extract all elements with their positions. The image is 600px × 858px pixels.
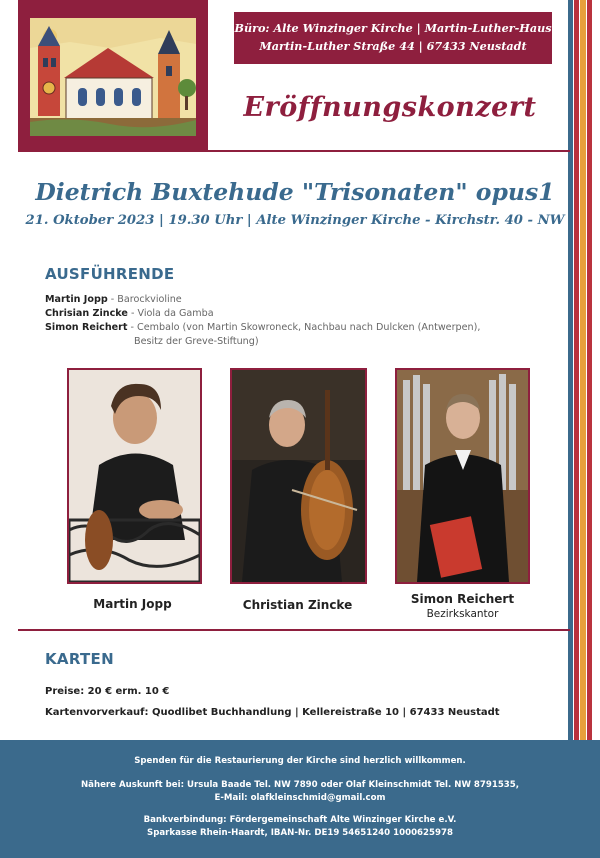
concert-title: Dietrich Buxtehude "Trisonaten" opus1 <box>35 178 555 206</box>
divider-top <box>18 150 570 152</box>
photo-caption-simon-reichert: Simon Reichert <box>410 592 515 606</box>
performer-role: - Cembalo (von Martin Skowroneck, Nachbau nach Dulcken (Antwerpen), <box>127 322 481 333</box>
ticket-prices: Preise: 20 € erm. 10 € <box>45 686 170 697</box>
ribbon-stripe-red <box>574 0 579 748</box>
church-painting <box>30 18 196 136</box>
performers-heading: AUSFÜHRENDE <box>45 265 175 283</box>
photo-christian-zincke <box>230 368 367 584</box>
concert-details: 21. Oktober 2023 | 19.30 Uhr | Alte Winzinger Kirche - Kirchstr. 40 - NW <box>25 213 565 228</box>
performer-item <box>45 293 545 307</box>
photo-caption-christian-zincke: Christian Zincke <box>242 598 353 612</box>
footer-bank-2: Sparkasse Rhein-Haardt, IBAN-Nr. DE19 54651240 1000625978 <box>147 828 453 838</box>
office-line-2: Martin-Luther Straße 44 | 67433 Neustadt <box>259 39 527 53</box>
performer-name: Chrisian Zincke <box>45 308 128 319</box>
office-address-box <box>234 12 552 64</box>
divider-middle <box>18 629 570 631</box>
church-painting-frame <box>18 0 208 150</box>
performer-role-continued: Besitz der Greve-Stiftung) <box>134 336 259 347</box>
footer-contact-2: E-Mail: olafkleinschmid@gmail.com <box>214 793 386 803</box>
footer-info <box>0 740 600 858</box>
footer-donation: Spenden für die Restaurierung der Kirche sind herzlich willkommen. <box>134 756 466 766</box>
photo-simon-reichert <box>395 368 530 584</box>
ribbon-stripe-red-2 <box>587 0 592 756</box>
headline: Eröffnungskonzert <box>243 92 537 123</box>
performer-list <box>45 293 545 349</box>
performer-name: Simon Reichert <box>45 322 128 333</box>
photo-martin-jopp <box>67 368 202 584</box>
footer-contact-1: Nähere Auskunft bei: Ursula Baade Tel. NW 7890 oder Olaf Kleinschmidt Tel. NW 8791535, <box>80 780 520 790</box>
office-line-1: Büro: Alte Winzinger Kirche | Martin-Luther-Haus <box>234 21 552 35</box>
ticket-presale: Kartenvorverkauf: Quodlibet Buchhandlung | Kellereistraße 10 | 67433 Neustadt <box>45 707 500 718</box>
performer-item <box>45 321 545 335</box>
footer-bank-1: Bankverbindung: Fördergemeinschaft Alte Winzinger Kirche e.V. <box>143 815 457 825</box>
ribbon-stripe-orange <box>580 0 586 752</box>
performer-name: Martin Jopp <box>45 294 108 305</box>
photo-caption-martin-jopp: Martin Jopp <box>93 597 172 611</box>
performer-role: - Barockvioline <box>107 294 182 305</box>
tickets-heading: KARTEN <box>45 650 114 668</box>
performer-role: - Viola da Gamba <box>127 308 214 319</box>
photo-subcaption-simon-reichert: Bezirkskantor <box>426 608 499 620</box>
performer-item <box>45 307 545 321</box>
